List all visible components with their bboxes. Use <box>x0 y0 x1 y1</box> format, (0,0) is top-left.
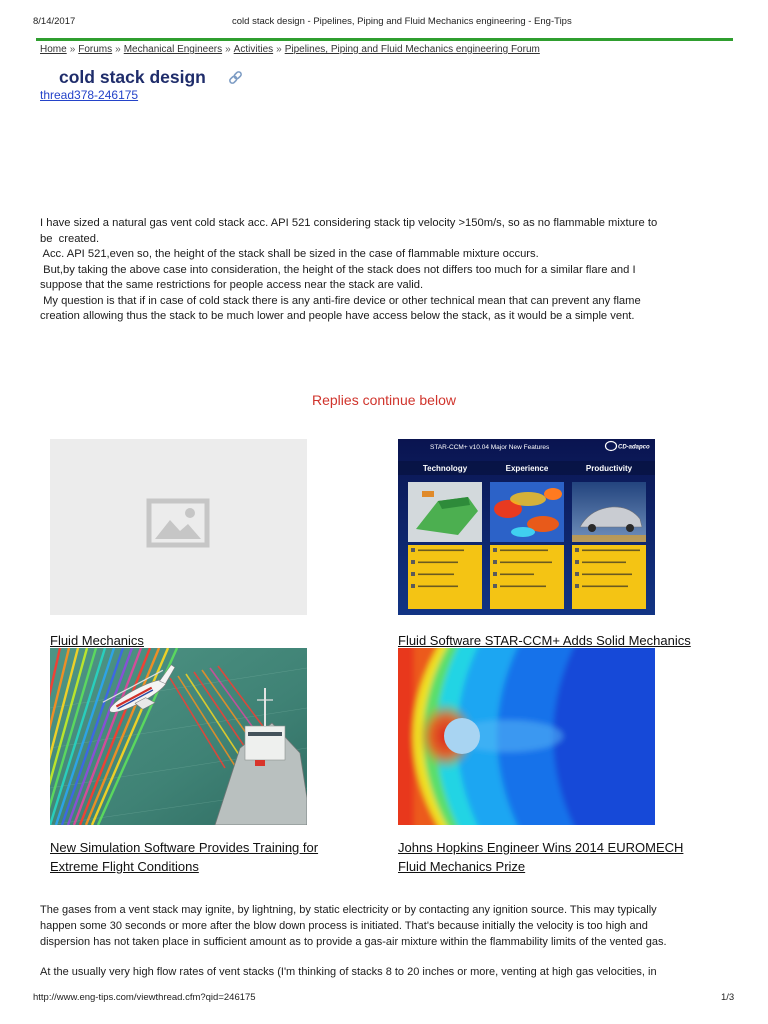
ad-caption-flight-simulation[interactable] <box>50 838 318 876</box>
post-body <box>40 216 657 325</box>
breadcrumb-activities[interactable]: Activities <box>233 44 274 55</box>
reply-line: At the usually very high flow rates of vent stacks (I'm thinking of stacks 8 to 20 inches or more, venting at high gas velocities, in <box>40 966 657 978</box>
ad-caption-line[interactable]: Fluid Mechanics <box>50 633 144 648</box>
replies-continue-notice: Replies continue below <box>312 392 456 408</box>
banner-panel-experience <box>490 482 564 542</box>
breadcrumb-mechanical-engineers[interactable]: Mechanical Engineers <box>123 44 223 55</box>
print-page-title: cold stack design - Pipelines, Piping and Fluid Mechanics engineering - Eng-Tips <box>232 16 572 27</box>
post-line: suppose that the same restrictions for people access near the stack are valid. <box>40 279 424 291</box>
breadcrumb <box>40 44 540 56</box>
post-line: creation allowing thus the stack to be much lower and people have access below the stack, as it would be a simple vent. <box>40 310 635 322</box>
ad-image-flight-simulation[interactable] <box>50 648 307 825</box>
ad-caption-line[interactable]: Johns Hopkins Engineer Wins 2014 EUROMECH <box>398 840 684 855</box>
cfd-flow-image <box>398 648 655 825</box>
helicopter-simulation-image <box>50 648 307 825</box>
print-page-number: 1/3 <box>721 992 735 1003</box>
breadcrumb-separator: » <box>69 44 76 55</box>
thread-id-link[interactable]: thread378-246175 <box>40 88 139 102</box>
cylinder <box>444 718 480 754</box>
ad-image-euromech-prize[interactable] <box>398 648 655 825</box>
post-line: I have sized a natural gas vent cold stack acc. API 521 considering stack tip velocity >150m/s, so as no flammable mixture to <box>40 217 658 229</box>
banner-column-productivity: Productivity <box>585 464 633 473</box>
breadcrumb-home[interactable]: Home <box>40 44 67 55</box>
breadcrumb-forum[interactable]: Pipelines, Piping and Fluid Mechanics engineering Forum <box>284 44 540 55</box>
ad-caption-line[interactable]: Fluid Software STAR-CCM+ Adds Solid Mechanics <box>398 633 691 648</box>
post-line: Acc. API 521,even so, the height of the stack shall be sized in the case of flammable mixture occurs. <box>40 248 539 260</box>
svg-text:CD-adapco: CD-adapco <box>618 444 650 451</box>
post-line: My question is that if in case of cold stack there is any anti-fire device or other technical mean that can prevent any flame <box>40 294 641 307</box>
breadcrumb-separator: » <box>276 44 282 55</box>
ad-caption-line[interactable]: New Simulation Software Provides Training for <box>50 840 319 855</box>
post-line: But,by taking the above case into consideration, the height of the stack does not differs too much for a similar flare and I <box>40 263 636 276</box>
banner-column-experience: Experience <box>505 464 549 473</box>
banner-panel-technology <box>408 482 482 542</box>
ad-caption-line[interactable]: Fluid Mechanics Prize <box>398 859 526 874</box>
banner-panel-productivity <box>572 482 646 542</box>
header-rule <box>36 38 733 41</box>
reply-paragraph <box>40 902 667 950</box>
ad-image-star-ccm[interactable] <box>398 439 655 615</box>
print-url: http://www.eng-tips.com/viewthread.cfm?qid=246175 <box>33 992 256 1003</box>
print-date: 8/14/2017 <box>33 16 76 27</box>
reply-paragraph <box>40 964 657 980</box>
reply-line: dispersion has not taken place in sufficient amount as to provide a gas-air mixture within the flammability limits of the vented gas. <box>40 936 667 948</box>
breadcrumb-separator: » <box>115 44 121 55</box>
ad-image-fluid-mechanics[interactable] <box>50 439 307 615</box>
ad-caption-euromech-prize[interactable] <box>398 838 683 876</box>
image-placeholder-icon <box>146 498 210 548</box>
banner-feature-boxes <box>408 545 646 609</box>
thread-title: cold stack design <box>59 67 206 87</box>
star-ccm-banner <box>398 439 655 615</box>
banner-column-technology: Technology <box>422 464 468 473</box>
link-icon[interactable] <box>228 70 243 85</box>
banner-heading: STAR-CCM+ v10.04 Major New Features <box>430 444 550 451</box>
reply-line: The gases from a vent stack may ignite, by lightning, by static electricity or by contacting any ignition source. This may typically <box>40 904 657 916</box>
breadcrumb-forums[interactable]: Forums <box>78 44 113 55</box>
ad-caption-line[interactable]: Extreme Flight Conditions <box>50 859 199 874</box>
reply-line: happen some 30 seconds or more after the blow down process is initiated. That's because initially the velocity is too high and <box>40 920 648 932</box>
post-line: be created. <box>40 232 100 245</box>
breadcrumb-separator: » <box>225 44 231 55</box>
